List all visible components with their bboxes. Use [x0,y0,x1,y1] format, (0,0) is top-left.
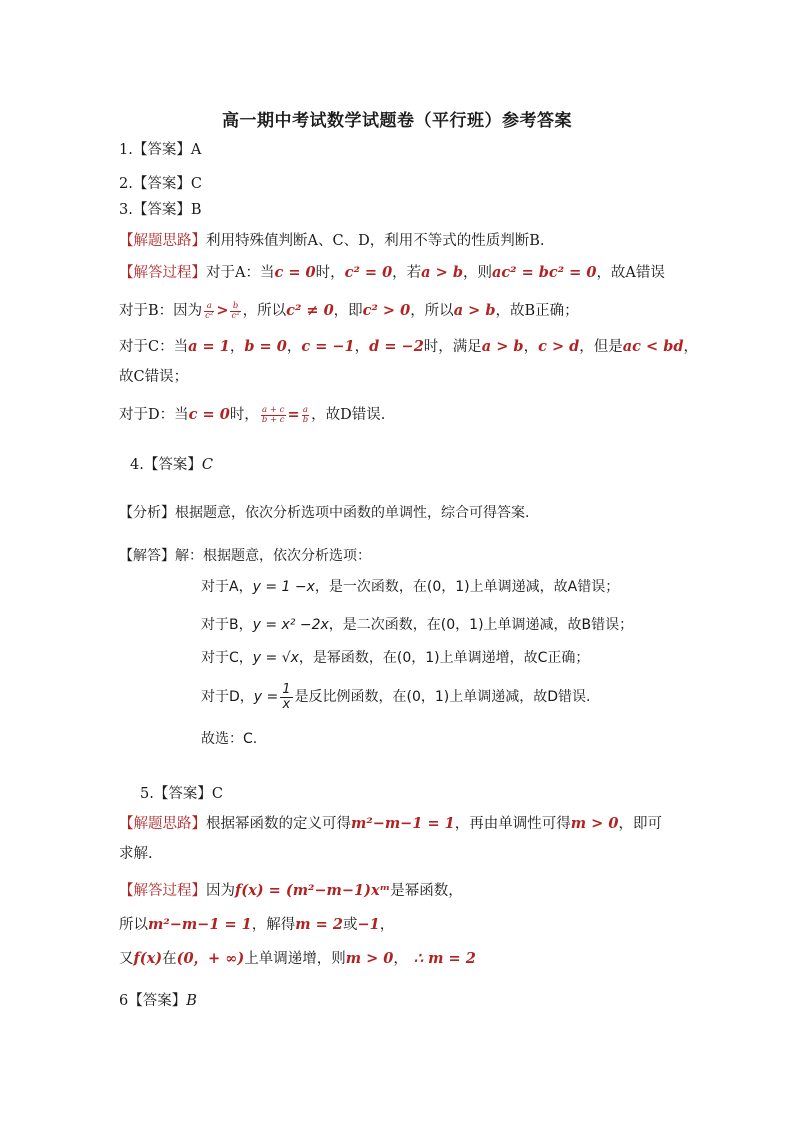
q5-proc-math-m: m > 0 [345,950,394,967]
q3-c-math-acbd: ac < bd [622,338,684,355]
q3-a-math-eq: ac² = bc² = 0 [491,264,597,281]
q4-option-d [201,682,591,712]
q5-proc-text: 所以 [119,917,148,933]
frac-denominator: c² [205,310,214,321]
q2-number: 2. [119,176,133,192]
q3-d-text: 时， [229,407,259,423]
frac-numerator: b [230,302,240,312]
q3-answer-line [119,200,202,220]
q5-proc-text: 又 [119,951,134,967]
q3-idea-line [119,231,544,251]
q5-proc-math-eq: m²−m−1 = 1 [148,916,252,933]
q3-proc-line-a [119,263,665,283]
q3-answer: B [190,202,202,218]
q4-option-fn: y = x² −2x [252,617,329,633]
frac-denominator: b [302,414,309,425]
q3-b-text: ，所以 [242,303,287,319]
q5-idea-math-eq: m²−m−1 = 1 [351,815,455,832]
frac-numerator: a + c [262,404,285,415]
q5-proc-math-ans: ∴ m = 2 [413,950,476,967]
q5-idea-text: 根据幂函数的定义可得 [206,816,351,832]
q4-selection: 故选：C. [201,731,258,747]
q5-proc-text: ， [393,951,408,967]
q3-b-frac-a [204,302,214,321]
q4-analysis-line [119,503,529,523]
q4-option-label: 对于A， [201,579,253,595]
q3-proc-line-d [119,402,385,428]
q5-idea-tag: 【解题思路】 [119,816,206,832]
q5-proc-math-sol2: −1 [357,916,380,933]
q3-c-sep: ， [354,339,370,355]
q5-proc-tag: 【解答过程】 [119,883,206,899]
q4-option-c [201,648,589,668]
q5-proc-math-sol: m = 2 [295,916,343,933]
q3-c-sep: ， [683,339,699,355]
q3-a-math-ab: a > b [421,264,463,281]
q2-answer-tag: 【答案】 [132,176,191,192]
q4-option-text: ，是幂函数，在(0，1)上单调递增，故C正确； [298,650,590,666]
q1-number: 1. [119,142,133,158]
q4-answer-tag: 【答案】 [143,457,202,473]
q3-d-text: ，故D错误. [311,407,386,423]
q3-b-text: ，故B正确； [495,303,579,319]
page-title: 高一期中考试数学试题卷（平行班）参考答案 [222,111,572,131]
frac-denominator: x [282,696,291,712]
q5-idea-text: 求解. [119,846,153,862]
q3-answer-tag: 【答案】 [132,202,191,218]
q3-d-eq: = [287,406,300,423]
q3-proc-line-c [119,337,698,357]
q3-proc-line-c2 [119,367,188,387]
q3-c-conclusion: 故C错误； [119,369,189,385]
q4-analysis-tag: 【分析】 [119,505,175,521]
q4-solution-tag: 【解答】 [119,548,175,564]
q4-solution-text: 解：根据题意，依次分析选项： [175,548,371,564]
q5-answer: C [211,786,223,802]
q5-idea-line [119,814,662,834]
q5-idea-math-m: m > 0 [570,815,619,832]
q5-proc-line-3 [119,949,476,969]
q3-a-math-c2: c² = 0 [344,264,393,281]
q2-answer: C [190,176,202,192]
q3-idea-text: 利用特殊值判断A、C、D，利用不等式的性质判断B. [206,233,545,249]
q4-option-b [201,615,633,635]
q3-d-math-c0: c = 0 [188,406,230,423]
q3-proc-line-b [119,298,579,324]
q4-option-a [201,577,619,597]
q4-analysis-text: 根据题意，依次分析选项中函数的单调性，综合可得答案. [175,505,530,521]
q3-b-math-gt0: c² > 0 [362,302,411,319]
q5-proc-text: 因为 [206,883,235,899]
q3-c-math-c: c = −1 [301,338,355,355]
q3-a-math-c0: c = 0 [274,264,316,281]
q4-option-fn: y = [253,689,279,705]
q4-option-label: 对于B， [201,617,253,633]
q3-b-math-ab: a > b [453,302,496,319]
q3-proc-tag: 【解答过程】 [119,265,206,281]
q3-b-math-ne: c² ≠ 0 [286,302,334,319]
q3-b-frac-b [230,302,240,321]
q5-proc-line-1 [119,881,463,901]
q5-idea-line-2 [119,844,153,864]
q3-c-text: 对于C：当 [119,339,189,355]
q4-solution-line [119,546,371,566]
q4-d-fraction [280,683,292,712]
q4-selection-line [201,729,257,749]
q3-c-math-b: b = 0 [244,338,287,355]
q4-number: 4. [130,457,144,473]
q1-answer-tag: 【答案】 [132,142,191,158]
q3-idea-tag: 【解题思路】 [119,233,206,249]
q5-number: 5. [140,786,154,802]
q5-idea-text: ，即可 [618,816,662,832]
q5-proc-line-2 [119,915,394,935]
q3-c-math-ab: a > b [481,338,524,355]
q3-c-math-a: a = 1 [188,338,230,355]
q5-idea-text: ，再由单调性可得 [454,816,571,832]
q2-answer-line [119,174,202,194]
q3-b-text: ，所以 [410,303,454,319]
q6-answer-line [119,991,197,1011]
q3-a-text: ，则 [462,265,492,281]
q3-b-gt: > [216,302,229,319]
q3-b-text: ，即 [333,303,363,319]
q3-a-text: 时， [315,265,345,281]
q4-answer-line [130,455,213,475]
q1-answer: A [190,142,202,158]
q3-b-text: 对于B：因为 [119,303,203,319]
frac-numerator: 1 [282,681,291,697]
q3-a-text: 对于A：当 [206,265,275,281]
q3-c-sep: ， [523,339,539,355]
frac-denominator: c² [231,310,240,321]
q6-answer: B [186,993,197,1009]
q6-number: 6 [119,993,129,1009]
q3-d-frac-2 [302,406,309,425]
q4-option-text: ，是一次函数，在(0，1)上单调递减，故A错误； [314,579,620,595]
q5-proc-math-fx: f(x) = (m²−m−1)xᵐ [235,882,391,899]
q5-answer-tag: 【答案】 [153,786,212,802]
q4-option-fn: y = 1 −x [252,579,315,595]
q3-d-text: 对于D：当 [119,407,189,423]
frac-numerator: a [204,302,214,312]
q5-proc-text: 上单调递增，则 [244,951,346,967]
q5-proc-math-fx: f(x) [133,950,163,967]
frac-numerator: a [302,404,308,415]
q5-proc-text: 或 [342,917,358,933]
q3-c-text: 时，满足 [423,339,482,355]
q6-answer-tag: 【答案】 [128,993,187,1009]
q3-a-text: ，故A错误 [596,265,665,281]
q5-answer-line [140,784,223,804]
q3-a-text: ，若 [392,265,422,281]
q5-proc-math-interval: (0，+ ∞) [176,950,245,967]
q3-c-sep: ， [286,339,302,355]
q1-answer-line [119,140,201,160]
q5-proc-text: ， [379,917,395,933]
q4-option-text: ，是二次函数，在(0，1)上单调递减，故B错误； [328,617,634,633]
q5-proc-text: 在 [162,951,177,967]
q4-option-label: 对于C， [201,650,253,666]
q5-proc-text: ，解得 [251,917,296,933]
frac-denominator: b + c [261,414,285,425]
q4-option-label: 对于D， [201,689,254,705]
q5-proc-text: 是幂函数， [390,883,463,899]
q4-answer: C [201,457,213,473]
q3-c-math-cd: c > d [538,338,580,355]
q3-c-sep: ， [229,339,245,355]
q4-option-text: 是反比例函数，在(0，1)上单调递减，故D错误. [294,689,591,705]
q3-c-math-d: d = −2 [369,338,424,355]
q4-option-fn: y = √x [252,650,299,666]
q3-c-text: ，但是 [579,339,623,355]
q3-number: 3. [119,202,133,218]
q3-d-frac-1 [261,406,286,425]
